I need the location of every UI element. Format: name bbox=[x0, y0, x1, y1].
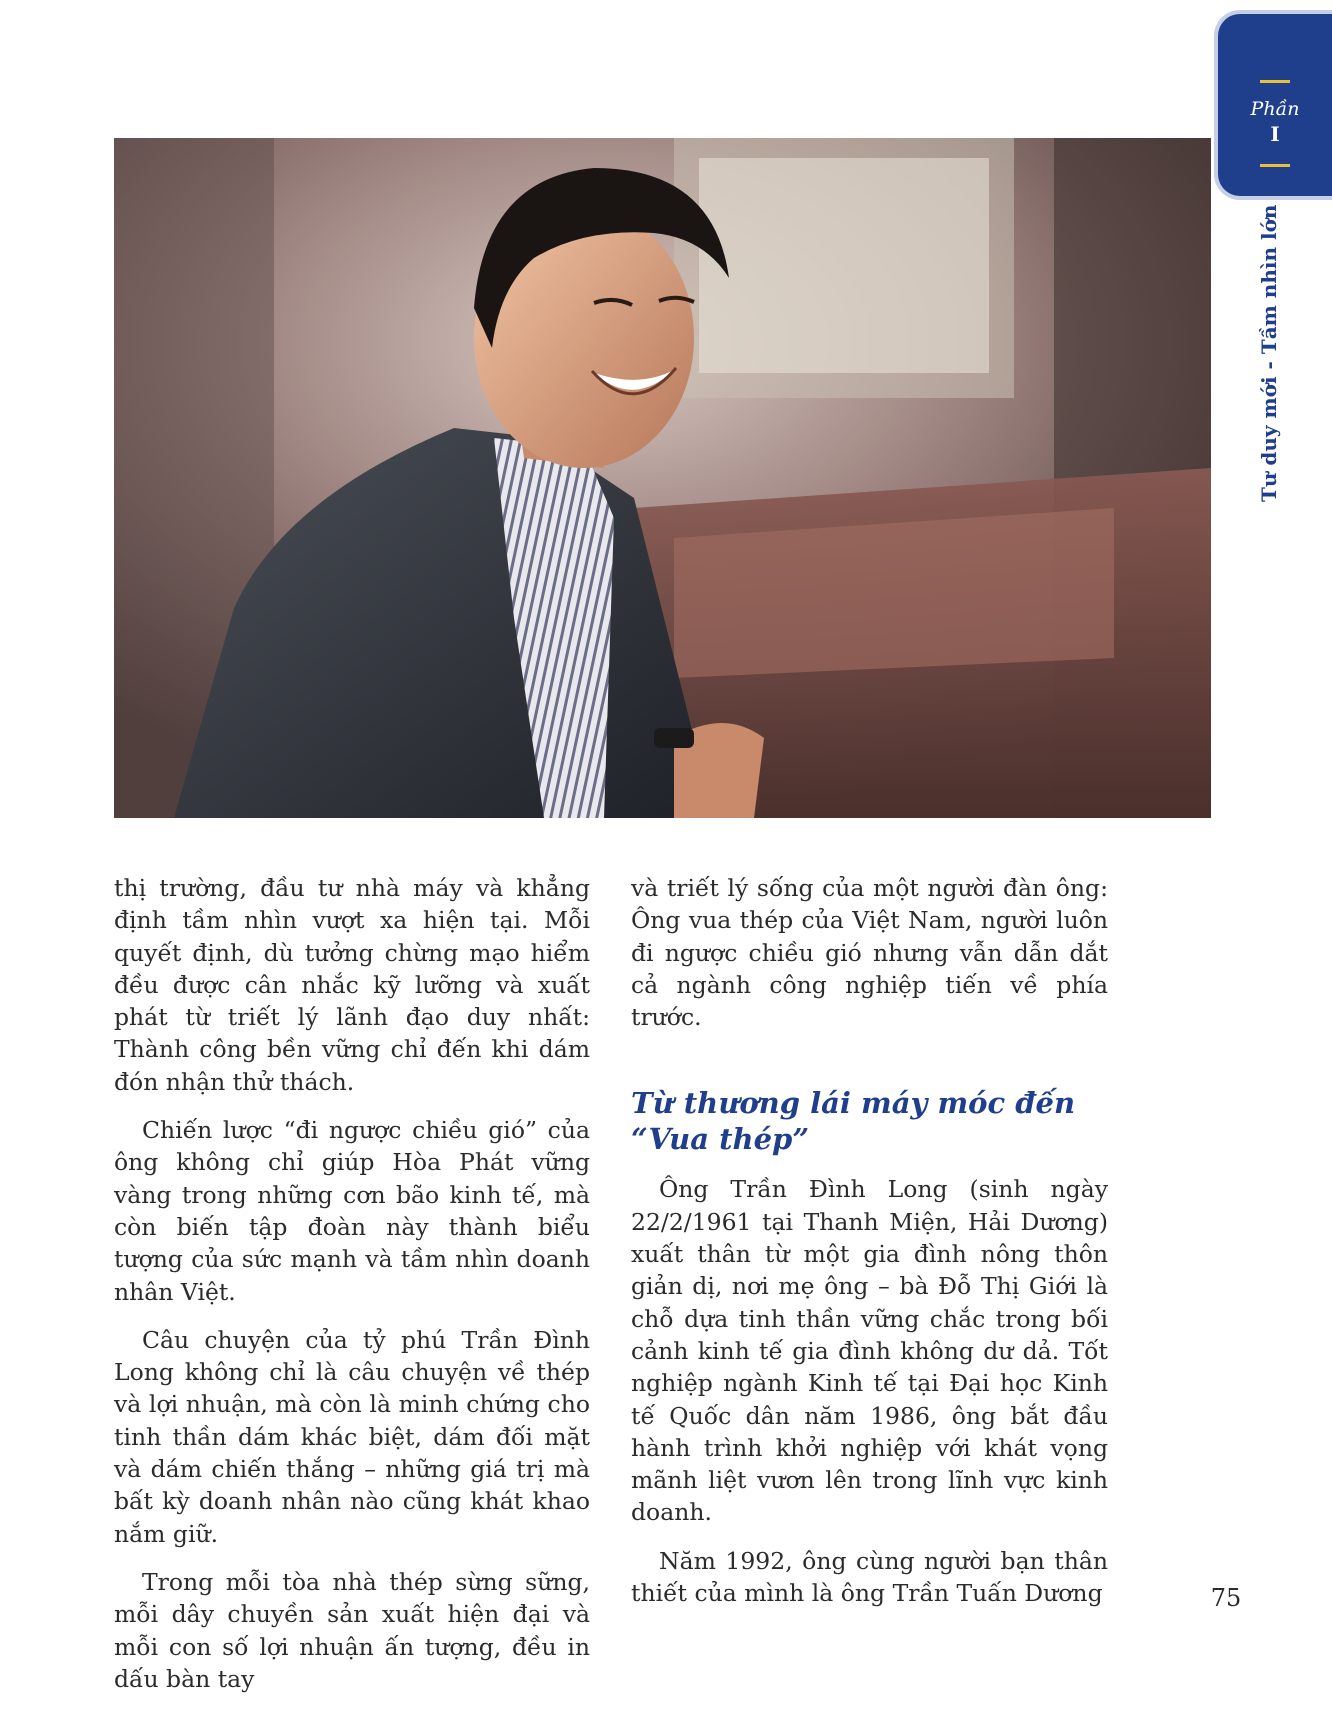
left-paragraph-3: Câu chuyện của tỷ phú Trần Đình Long không chỉ là câu chuyện về thép và lợi nhuận, mà còn là minh chứng cho tinh thần dám khác biệt, dám đối mặt và dám chiến thắng – những giá trị mà bất kỳ doanh nhân nào cũng khát khao nắm giữ. bbox=[114, 1325, 590, 1548]
chapter-number: I bbox=[1270, 122, 1280, 146]
left-text-column bbox=[114, 872, 590, 1711]
portrait-illustration bbox=[114, 138, 1211, 818]
chapter-word: Phần bbox=[1250, 98, 1300, 120]
chapter-tab-top-line bbox=[1260, 80, 1290, 83]
left-paragraph-4: Trong mỗi tòa nhà thép sừng sững, mỗi dây chuyền sản xuất hiện đại và mỗi con số lợi nhuận ấn tượng, đều in dấu bàn tay bbox=[114, 1567, 590, 1693]
chapter-tab-bottom-line bbox=[1260, 164, 1290, 167]
right-paragraph-1: Ông Trần Đình Long (sinh ngày 22/2/1961 tại Thanh Miện, Hải Dương) xuất thân từ một gia đình nông thôn giản dị, nơi mẹ ông – bà Đỗ Thị Giới là chỗ dựa tinh thần vững chắc trong bối cảnh kinh tế gia đình không dư dả. Tốt nghiệp ngành Kinh tế tại Đại học Kinh tế Quốc dân năm 1986, ông bắt đầu hành trình khởi nghiệp với khát vọng mãnh liệt vươn lên trong lĩnh vực kinh doanh. bbox=[631, 1175, 1108, 1527]
right-intro-paragraph: và triết lý sống của một người đàn ông: Ông vua thép của Việt Nam, người luôn đi ngược chiều gió nhưng vẫn dẫn dắt cả ngành công nghiệp tiến về phía trước. bbox=[631, 874, 1108, 1032]
left-paragraph-1: thị trường, đầu tư nhà máy và khẳng định tầm nhìn vượt xa hiện tại. Mỗi quyết định, dù tưởng chừng mạo hiểm đều được cân nhắc kỹ lưỡng và xuất phát từ triết lý lãnh đạo duy nhất: Thành công bền vững chỉ đến khi dám đón nhận thử thách. bbox=[114, 874, 590, 1096]
page-number: 75 bbox=[1210, 1584, 1242, 1612]
chapter-tab bbox=[1214, 10, 1332, 200]
right-text-column bbox=[631, 872, 1108, 1625]
side-section-label: Tư duy mới - Tầm nhìn lớn bbox=[1257, 204, 1281, 502]
right-paragraph-2: Năm 1992, ông cùng người bạn thân thiết của mình là ông Trần Tuấn Dương bbox=[631, 1546, 1108, 1608]
left-paragraph-2: Chiến lược “đi ngược chiều gió” của ông không chỉ giúp Hòa Phát vững vàng trong những cơn bão kinh tế, mà còn biến tập đoàn này thành biểu tượng của sức mạnh và tầm nhìn doanh nhân Việt. bbox=[114, 1116, 590, 1306]
portrait-photo bbox=[114, 138, 1211, 818]
section-heading: Từ thương lái máy móc đến “Vua thép” bbox=[631, 1086, 1076, 1157]
